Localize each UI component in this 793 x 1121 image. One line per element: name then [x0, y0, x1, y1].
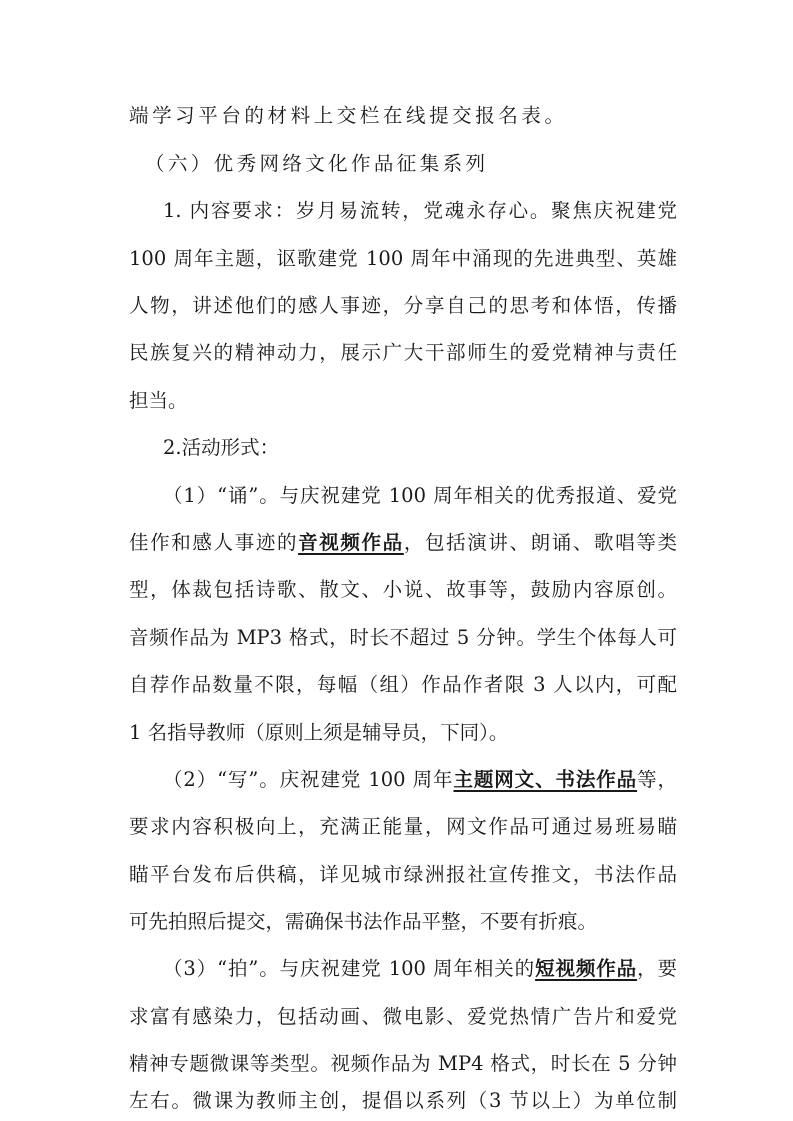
text-line: 型，体裁包括诗歌、散文、小说、故事等，鼓励内容原创。 — [129, 578, 677, 601]
text-line: 民族复兴的精神动力，展示广大干部师生的爱党精神与责任 — [129, 341, 677, 364]
text-line: 求富有感染力，包括动画、微电影、爱党热情广告片和爱党 — [129, 1005, 677, 1028]
text-line: 2.活动形式： — [163, 436, 280, 459]
text-line: 1 名指导教师（原则上须是辅导员，下同）。 — [129, 721, 509, 744]
emphasis-text: 短视频作品 — [535, 957, 638, 980]
text-line: （1）“诵”。与庆祝建党 100 周年相关的优秀报道、爱党 — [163, 484, 677, 507]
text-line: 精神专题微课等类型。视频作品为 MP4 格式，时长在 5 分钟 — [129, 1052, 677, 1075]
text-line: 要求内容积极向上，充满正能量，网文作品可通过易班易瞄 — [129, 815, 677, 838]
emphasis-text: 主题网文、书法作品 — [453, 768, 638, 791]
text-line: 瞄平台发布后供稿，详见城市绿洲报社宣传推文，书法作品 — [129, 863, 677, 886]
text-line: （2）“写”。庆祝建党 100 周年主题网文、书法作品等， — [163, 768, 677, 791]
text-line: 可先拍照后提交，需确保书法作品平整，不要有折痕。 — [129, 910, 598, 933]
text-line: 左右。微课为教师主创，提倡以系列（3 节以上）为单位制 — [129, 1089, 677, 1112]
text-line: 自荐作品数量不限，每幅（组）作品作者限 3 人以内，可配 — [129, 673, 677, 696]
emphasis-text: 音视频作品 — [298, 531, 404, 554]
text-line: 音频作品为 MP3 格式，时长不超过 5 分钟。学生个体每人可 — [129, 626, 677, 649]
text-line: 端学习平台的材料上交栏在线提交报名表。 — [129, 104, 564, 127]
text-line: 佳作和感人事迹的音视频作品，包括演讲、朗诵、歌唱等类 — [129, 531, 677, 554]
text-line: 人物，讲述他们的感人事迹，分享自己的思考和体悟，传播 — [129, 294, 677, 317]
text-line: （3）“拍”。与庆祝建党 100 周年相关的短视频作品，要 — [163, 957, 677, 980]
section-heading: （六）优秀网络文化作品征集系列 — [145, 152, 485, 175]
text-line: 100 周年主题，讴歌建党 100 周年中涌现的先进典型、英雄 — [129, 247, 677, 270]
text-line: 担当。 — [129, 389, 188, 412]
text-line: 1. 内容要求：岁月易流转，党魂永存心。聚焦庆祝建党 — [163, 199, 677, 222]
